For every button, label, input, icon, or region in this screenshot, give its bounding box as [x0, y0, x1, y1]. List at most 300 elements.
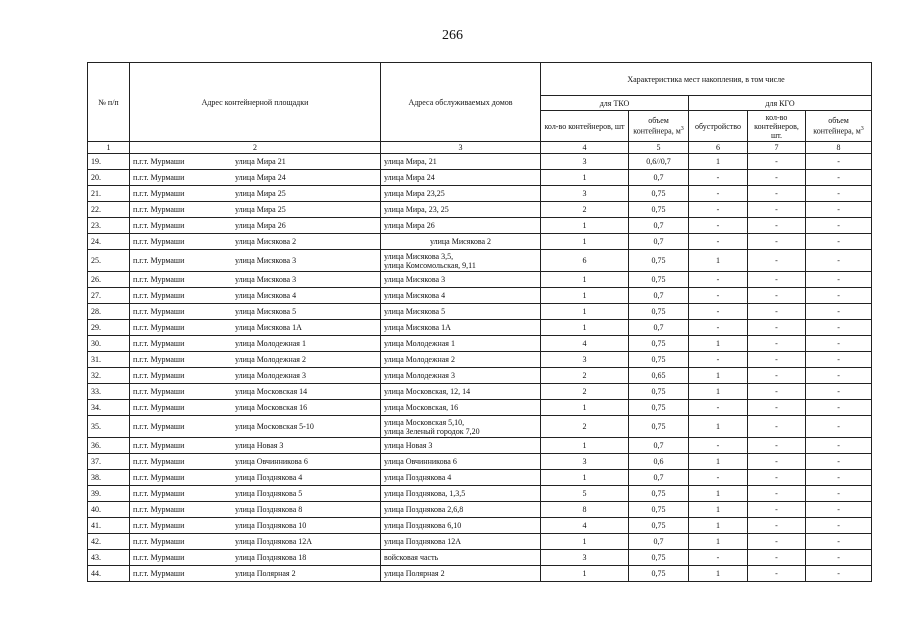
street: улица Позднякова 8: [235, 505, 303, 514]
kgo-equipment: 1: [689, 154, 748, 170]
table-row: [88, 202, 872, 218]
header-tko: для ТКО: [541, 96, 689, 111]
site-address: [130, 352, 381, 368]
served-houses: [381, 234, 541, 250]
header-kgo-volume: объем контейнера, $м^3$: [806, 111, 872, 142]
tko-container-volume: 0,7: [629, 234, 689, 250]
tko-container-count: 1: [541, 304, 629, 320]
tko-container-volume: 0,75: [629, 272, 689, 288]
settlement: п.г.т. Мурмаши: [133, 505, 185, 514]
kgo-container-volume: -: [806, 534, 872, 550]
kgo-container-count: -: [748, 550, 806, 566]
kgo-equipment: 1: [689, 518, 748, 534]
kgo-container-volume: -: [806, 566, 872, 582]
table-row: [88, 518, 872, 534]
row-number: 32.: [88, 368, 130, 384]
kgo-container-count: -: [748, 234, 806, 250]
tko-container-count: 1: [541, 400, 629, 416]
tko-container-volume: 0,75: [629, 304, 689, 320]
kgo-equipment: -: [689, 272, 748, 288]
kgo-container-volume: -: [806, 416, 872, 438]
column-number: 1: [88, 142, 130, 154]
kgo-container-volume: -: [806, 272, 872, 288]
kgo-equipment: 1: [689, 454, 748, 470]
settlement: п.г.т. Мурмаши: [133, 221, 185, 230]
houses-line: улица Позднякова 12А: [384, 537, 462, 546]
tko-container-count: 1: [541, 272, 629, 288]
tko-container-count: 1: [541, 288, 629, 304]
settlement: п.г.т. Мурмаши: [133, 205, 185, 214]
houses-line: улица Зеленый городок 7,20: [384, 426, 480, 436]
tko-container-volume: 0,75: [629, 202, 689, 218]
street: улица Московская 5-10: [235, 422, 314, 431]
table-row: [88, 384, 872, 400]
street: улица Мира 25: [235, 189, 286, 198]
tko-container-count: 2: [541, 202, 629, 218]
kgo-container-count: -: [748, 288, 806, 304]
settlement: п.г.т. Мурмаши: [133, 473, 185, 482]
site-address: [130, 550, 381, 566]
tko-container-volume: 0,75: [629, 400, 689, 416]
street: улица Московская 16: [235, 403, 308, 412]
settlement: п.г.т. Мурмаши: [133, 521, 185, 530]
kgo-container-volume: -: [806, 320, 872, 336]
settlement: п.г.т. Мурмаши: [133, 237, 185, 246]
site-address: [130, 438, 381, 454]
kgo-container-volume: -: [806, 384, 872, 400]
row-number: 43.: [88, 550, 130, 566]
row-number: 26.: [88, 272, 130, 288]
kgo-container-volume: -: [806, 288, 872, 304]
houses-line: улица Мисякова 5: [384, 307, 446, 316]
served-houses: [381, 202, 541, 218]
table-row: [88, 154, 872, 170]
table-row: [88, 304, 872, 320]
kgo-container-count: -: [748, 170, 806, 186]
houses-line: улица Полярная 2: [384, 569, 445, 578]
street: улица Мисякова 3: [235, 256, 297, 265]
tko-container-volume: 0,75: [629, 250, 689, 272]
kgo-container-volume: -: [806, 336, 872, 352]
site-address: [130, 288, 381, 304]
kgo-equipment: -: [689, 234, 748, 250]
houses-line: улица Московская 5,10,: [384, 417, 465, 427]
served-houses: [381, 352, 541, 368]
row-number: 24.: [88, 234, 130, 250]
settlement: п.г.т. Мурмаши: [133, 157, 185, 166]
kgo-equipment: 1: [689, 486, 748, 502]
kgo-equipment: 1: [689, 384, 748, 400]
table-row: [88, 352, 872, 368]
tko-container-volume: 0,75: [629, 566, 689, 582]
kgo-container-count: -: [748, 218, 806, 234]
kgo-equipment: -: [689, 304, 748, 320]
served-houses: [381, 384, 541, 400]
kgo-container-volume: -: [806, 438, 872, 454]
kgo-container-count: -: [748, 154, 806, 170]
settlement: п.г.т. Мурмаши: [133, 387, 185, 396]
kgo-container-count: -: [748, 336, 806, 352]
settlement: п.г.т. Мурмаши: [133, 537, 185, 546]
houses-line: улица Позднякова, 1,3,5: [384, 489, 466, 498]
street: улица Мисякова 3: [235, 275, 297, 284]
tko-container-volume: 0,7: [629, 320, 689, 336]
tko-container-volume: 0,7: [629, 288, 689, 304]
street: улица Мисякова 5: [235, 307, 297, 316]
tko-container-volume: 0,75: [629, 502, 689, 518]
kgo-equipment: -: [689, 438, 748, 454]
kgo-container-count: -: [748, 502, 806, 518]
tko-container-count: 5: [541, 486, 629, 502]
header-kgo-equip: обустройство: [689, 111, 748, 142]
header-kgo-count: кол-во контейнеров, шт.: [748, 111, 806, 142]
site-address: [130, 454, 381, 470]
tko-container-volume: 0,75: [629, 186, 689, 202]
tko-container-volume: 0,65: [629, 368, 689, 384]
site-address: [130, 368, 381, 384]
tko-container-volume: 0,6: [629, 454, 689, 470]
served-houses: [381, 186, 541, 202]
site-address: [130, 384, 381, 400]
kgo-equipment: 1: [689, 368, 748, 384]
served-houses: [381, 368, 541, 384]
tko-container-count: 1: [541, 170, 629, 186]
served-houses: [381, 336, 541, 352]
houses-line: улица Позднякова 6,10: [384, 521, 462, 530]
served-houses: [381, 250, 541, 272]
row-number: 39.: [88, 486, 130, 502]
site-address: [130, 336, 381, 352]
street: улица Полярная 2: [235, 569, 296, 578]
street: улица Овчинникова 6: [235, 457, 308, 466]
kgo-container-volume: -: [806, 186, 872, 202]
houses-line: улица Овчинникова 6: [384, 457, 457, 466]
street: улица Позднякова 4: [235, 473, 303, 482]
table-header: [88, 63, 872, 154]
tko-container-count: 1: [541, 470, 629, 486]
site-address: [130, 186, 381, 202]
kgo-container-volume: -: [806, 170, 872, 186]
houses-line: улица Мисякова 2: [429, 237, 492, 246]
settlement: п.г.т. Мурмаши: [133, 371, 185, 380]
street: улица Молодежная 1: [235, 339, 306, 348]
table-row: [88, 320, 872, 336]
kgo-container-count: -: [748, 416, 806, 438]
served-houses: [381, 502, 541, 518]
settlement: п.г.т. Мурмаши: [133, 553, 185, 562]
street: улица Позднякова 5: [235, 489, 303, 498]
row-number: 29.: [88, 320, 130, 336]
row-number: 22.: [88, 202, 130, 218]
table-row: [88, 502, 872, 518]
table-row: [88, 250, 872, 272]
site-address: [130, 234, 381, 250]
site-address: [130, 154, 381, 170]
houses-line: улица Мира, 21: [384, 157, 437, 166]
houses-line: улица Московская, 16: [384, 403, 459, 412]
site-address: [130, 304, 381, 320]
header-address: Адрес контейнерной площадки: [130, 63, 381, 142]
street: улица Московская 14: [235, 387, 308, 396]
site-address: [130, 170, 381, 186]
houses-line: улица Молодежная 1: [384, 339, 455, 348]
kgo-equipment: 1: [689, 534, 748, 550]
served-houses: [381, 170, 541, 186]
kgo-container-count: -: [748, 368, 806, 384]
table-row: [88, 186, 872, 202]
street: улица Мисякова 2: [235, 237, 297, 246]
houses-line: улица Мира 26: [384, 221, 435, 230]
site-address: [130, 470, 381, 486]
site-address: [130, 218, 381, 234]
kgo-container-count: -: [748, 352, 806, 368]
street: улица Молодежная 2: [235, 355, 306, 364]
kgo-container-count: -: [748, 486, 806, 502]
row-number: 33.: [88, 384, 130, 400]
street: улица Новая 3: [235, 441, 284, 450]
served-houses: [381, 272, 541, 288]
tko-container-volume: 0,7: [629, 534, 689, 550]
kgo-container-count: -: [748, 518, 806, 534]
served-houses: [381, 518, 541, 534]
row-number: 25.: [88, 250, 130, 272]
settlement: п.г.т. Мурмаши: [133, 403, 185, 412]
kgo-equipment: -: [689, 170, 748, 186]
tko-container-count: 4: [541, 336, 629, 352]
kgo-equipment: 1: [689, 416, 748, 438]
row-number: 19.: [88, 154, 130, 170]
tko-container-count: 1: [541, 534, 629, 550]
houses-line: улица Комсомольская, 9,11: [384, 260, 476, 270]
kgo-equipment: 1: [689, 502, 748, 518]
container-sites-table: [87, 62, 872, 582]
tko-container-count: 2: [541, 368, 629, 384]
settlement: п.г.т. Мурмаши: [133, 422, 185, 431]
row-number: 37.: [88, 454, 130, 470]
tko-container-count: 3: [541, 186, 629, 202]
served-houses: [381, 550, 541, 566]
table-row: [88, 416, 872, 438]
tko-container-volume: 0,7: [629, 470, 689, 486]
served-houses: [381, 218, 541, 234]
street: улица Мира 25: [235, 205, 286, 214]
street: улица Позднякова 12А: [235, 537, 313, 546]
served-houses: [381, 470, 541, 486]
column-number: 6: [689, 142, 748, 154]
table-row: [88, 454, 872, 470]
kgo-container-volume: -: [806, 368, 872, 384]
row-number: 42.: [88, 534, 130, 550]
tko-container-volume: 0,75: [629, 518, 689, 534]
table-row: [88, 368, 872, 384]
site-address: [130, 320, 381, 336]
kgo-container-volume: -: [806, 486, 872, 502]
kgo-container-volume: -: [806, 218, 872, 234]
site-address: [130, 518, 381, 534]
column-number: 7: [748, 142, 806, 154]
column-number: 2: [130, 142, 381, 154]
tko-container-count: 1: [541, 438, 629, 454]
table-row: [88, 566, 872, 582]
served-houses: [381, 154, 541, 170]
kgo-equipment: -: [689, 202, 748, 218]
served-houses: [381, 438, 541, 454]
kgo-container-count: -: [748, 400, 806, 416]
street: улица Мира 21: [235, 157, 286, 166]
kgo-equipment: 1: [689, 566, 748, 582]
row-number: 35.: [88, 416, 130, 438]
header-tko-volume: объем контейнера, $м^3$: [629, 111, 689, 142]
site-address: [130, 566, 381, 582]
houses-line: улица Мисякова 3: [384, 275, 446, 284]
settlement: п.г.т. Мурмаши: [133, 441, 185, 450]
page-number: 266: [442, 28, 463, 43]
settlement: п.г.т. Мурмаши: [133, 275, 185, 284]
served-houses: [381, 416, 541, 438]
site-address: [130, 250, 381, 272]
site-address: [130, 486, 381, 502]
tko-container-volume: 0,6//0,7: [629, 154, 689, 170]
header-houses: Адреса обслуживаемых домов: [381, 63, 541, 142]
kgo-container-count: -: [748, 534, 806, 550]
kgo-equipment: -: [689, 470, 748, 486]
row-number: 28.: [88, 304, 130, 320]
settlement: п.г.т. Мурмаши: [133, 173, 185, 182]
street: улица Мисякова 1А: [235, 323, 302, 332]
houses-line: улица Молодежная 3: [384, 371, 455, 380]
kgo-container-count: -: [748, 566, 806, 582]
tko-container-volume: 0,7: [629, 218, 689, 234]
row-number: 36.: [88, 438, 130, 454]
kgo-container-volume: -: [806, 304, 872, 320]
table-row: [88, 550, 872, 566]
tko-container-count: 1: [541, 234, 629, 250]
kgo-container-volume: -: [806, 518, 872, 534]
header-num: № п/п: [88, 63, 130, 142]
houses-line: улица Мира, 23, 25: [384, 205, 449, 214]
kgo-container-volume: -: [806, 154, 872, 170]
table-row: [88, 438, 872, 454]
row-number: 23.: [88, 218, 130, 234]
tko-container-count: 3: [541, 154, 629, 170]
kgo-container-count: -: [748, 384, 806, 400]
row-number: 38.: [88, 470, 130, 486]
kgo-equipment: -: [689, 186, 748, 202]
houses-line: улица Новая 3: [384, 441, 433, 450]
houses-line: улица Позднякова 2,6,8: [384, 505, 464, 514]
row-number: 41.: [88, 518, 130, 534]
houses-line: улица Мисякова 1А: [384, 323, 451, 332]
kgo-container-volume: -: [806, 202, 872, 218]
table-row: [88, 234, 872, 250]
table-row: [88, 336, 872, 352]
served-houses: [381, 486, 541, 502]
kgo-equipment: -: [689, 400, 748, 416]
tko-container-count: 2: [541, 416, 629, 438]
row-number: 40.: [88, 502, 130, 518]
houses-line: улица Позднякова 4: [384, 473, 452, 482]
settlement: п.г.т. Мурмаши: [133, 307, 185, 316]
served-houses: [381, 454, 541, 470]
table-body: [88, 154, 872, 582]
served-houses: [381, 534, 541, 550]
header-kgo: для КГО: [689, 96, 872, 111]
kgo-container-volume: -: [806, 250, 872, 272]
kgo-container-volume: -: [806, 352, 872, 368]
settlement: п.г.т. Мурмаши: [133, 569, 185, 578]
header-tko-count: кол-во контейнеров, шт: [541, 111, 629, 142]
kgo-container-count: -: [748, 186, 806, 202]
served-houses: [381, 566, 541, 582]
site-address: [130, 400, 381, 416]
served-houses: [381, 288, 541, 304]
tko-container-volume: 0,7: [629, 170, 689, 186]
settlement: п.г.т. Мурмаши: [133, 339, 185, 348]
street: улица Позднякова 10: [235, 521, 307, 530]
houses-line: улица Мисякова 4: [384, 291, 446, 300]
settlement: п.г.т. Мурмаши: [133, 355, 185, 364]
tko-container-count: 3: [541, 454, 629, 470]
tko-container-count: 3: [541, 352, 629, 368]
street: улица Мира 26: [235, 221, 286, 230]
column-number: 4: [541, 142, 629, 154]
site-address: [130, 272, 381, 288]
table-row: [88, 486, 872, 502]
settlement: п.г.т. Мурмаши: [133, 489, 185, 498]
table-row: [88, 534, 872, 550]
kgo-container-volume: -: [806, 454, 872, 470]
kgo-container-count: -: [748, 454, 806, 470]
houses-line: войсковая часть: [384, 553, 439, 562]
site-address: [130, 416, 381, 438]
kgo-container-count: -: [748, 470, 806, 486]
kgo-container-count: -: [748, 202, 806, 218]
kgo-container-volume: -: [806, 400, 872, 416]
column-number: 8: [806, 142, 872, 154]
tko-container-volume: 0,75: [629, 550, 689, 566]
table-row: [88, 218, 872, 234]
kgo-container-volume: -: [806, 234, 872, 250]
street: улица Мисякова 4: [235, 291, 297, 300]
street: улица Мира 24: [235, 173, 286, 182]
header-characteristics: Характеристика мест накопления, в том числе: [541, 63, 872, 96]
kgo-container-volume: -: [806, 502, 872, 518]
kgo-container-count: -: [748, 438, 806, 454]
served-houses: [381, 320, 541, 336]
kgo-container-count: -: [748, 304, 806, 320]
tko-container-volume: 0,75: [629, 486, 689, 502]
table-row: [88, 400, 872, 416]
served-houses: [381, 304, 541, 320]
tko-container-count: 1: [541, 218, 629, 234]
tko-container-volume: 0,75: [629, 384, 689, 400]
table-row: [88, 272, 872, 288]
settlement: п.г.т. Мурмаши: [133, 291, 185, 300]
tko-container-count: 8: [541, 502, 629, 518]
tko-container-volume: 0,75: [629, 336, 689, 352]
kgo-equipment: 1: [689, 250, 748, 272]
kgo-container-volume: -: [806, 550, 872, 566]
street: улица Позднякова 18: [235, 553, 307, 562]
houses-line: улица Мира 24: [384, 173, 435, 182]
settlement: п.г.т. Мурмаши: [133, 189, 185, 198]
kgo-container-volume: -: [806, 470, 872, 486]
column-number-row: [88, 142, 872, 154]
kgo-equipment: -: [689, 288, 748, 304]
row-number: 34.: [88, 400, 130, 416]
row-number: 31.: [88, 352, 130, 368]
tko-container-count: 1: [541, 566, 629, 582]
